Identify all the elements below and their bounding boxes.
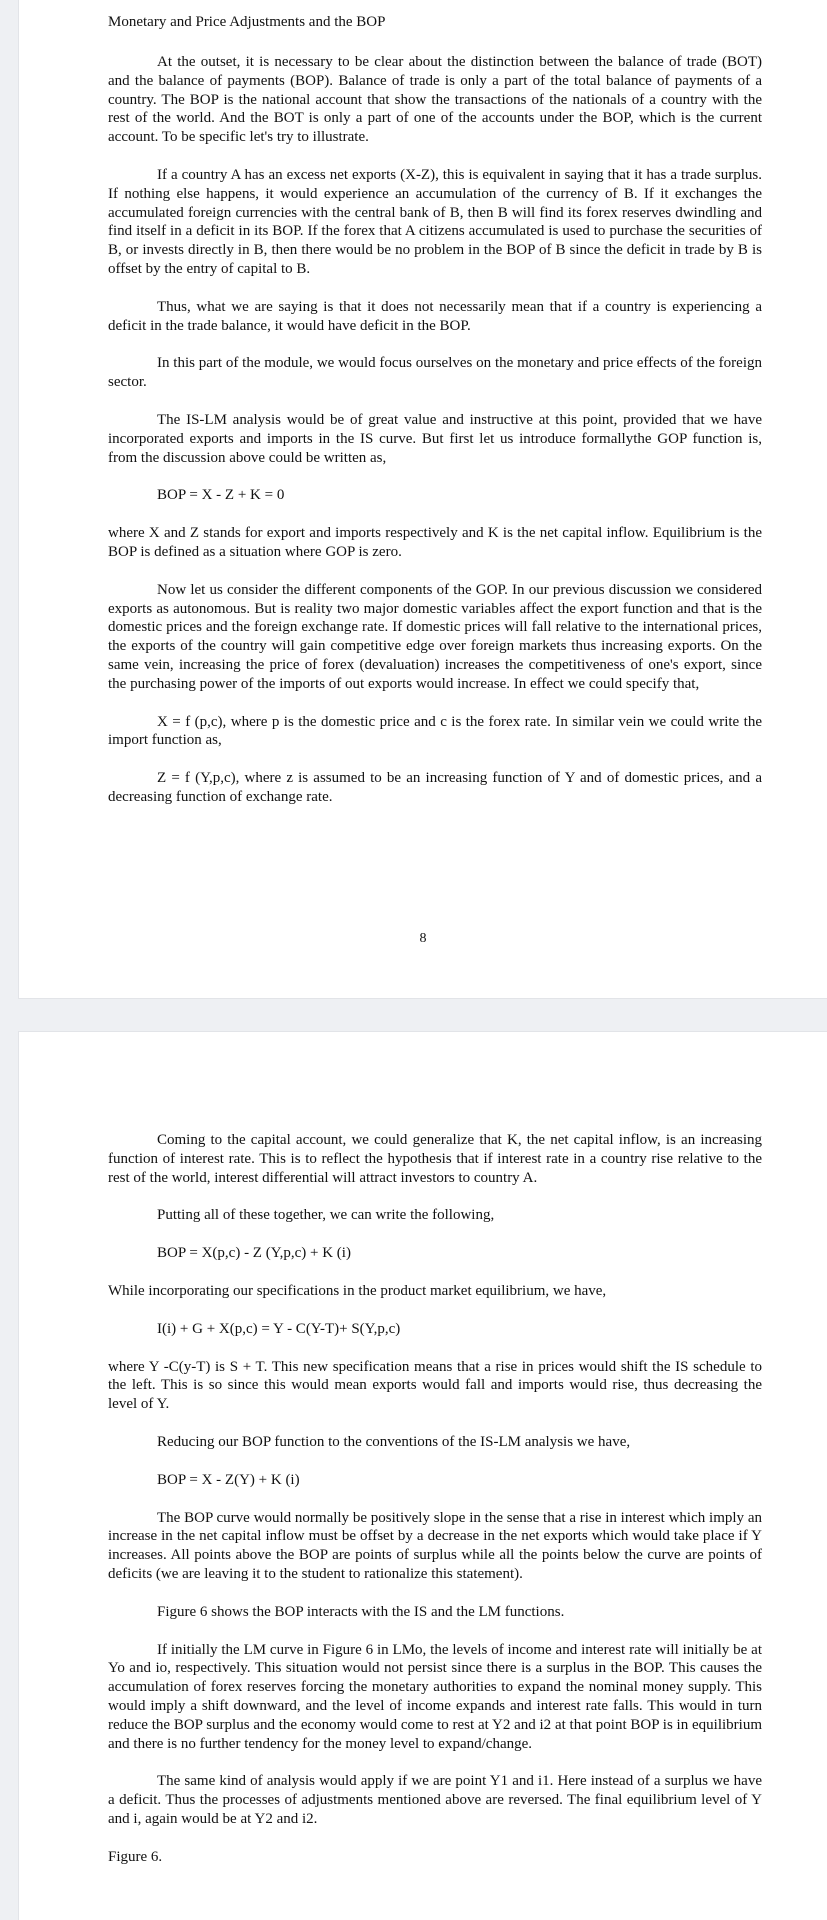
paragraph-reducing-bop: Reducing our BOP function to the conventions of the IS-LM analysis we have, bbox=[157, 1433, 631, 1450]
document-page-2 bbox=[19, 1032, 827, 1920]
document-page-1 bbox=[19, 0, 827, 998]
page2-body bbox=[108, 1131, 762, 1867]
page-number: 8 bbox=[419, 931, 427, 946]
equation-bop-full: BOP = X(p,c) - Z (Y,p,c) + K (i) bbox=[157, 1245, 351, 1262]
section-heading: Monetary and Price Adjustments and the BOP bbox=[108, 14, 386, 30]
paragraph-export-function: X = f (p,c), where p is the domestic price and c is the forex rate. In similar vein we could write the import function as, bbox=[108, 713, 762, 749]
equation-product-market: I(i) + G + X(p,c) = Y - C(Y-T)+ S(Y,p,c) bbox=[157, 1320, 401, 1337]
paragraph-trade-surplus-example: If a country A has an excess net exports (X-Z), this is equivalent in saying that it has a trade surplus. If nothing else happens, it would experience an accumulation of the currency of B. If it exchanges the accumulated foreign currencies with the central bank of B, then B will find its forex reserves dwindling and find itself in a deficit in its BOP. If the forex that A citizens accumulated is used to purchase the securities of B, or invests directly in B, then there would be no problem in the BOP of B since the deficit in trade by B is offset by the entry of capital to B. bbox=[108, 166, 762, 277]
paragraph-figure-6-intro: Figure 6 shows the BOP interacts with the IS and the LM functions. bbox=[157, 1603, 565, 1620]
page1-body bbox=[108, 53, 762, 807]
paragraph-deficit-case: The same kind of analysis would apply if we are point Y1 and i1. Here instead of a surplus we have a deficit. Thus the processes of adjustments mentioned above are reversed. The final equilibrium level of Y and i, again would be at Y2 and i2. bbox=[108, 1773, 762, 1827]
paragraph-import-function: Z = f (Y,p,c), where z is assumed to be an increasing function of Y and of domestic prices, and a decreasing function of exchange rate. bbox=[108, 770, 762, 805]
equation-bop-reduced: BOP = X - Z(Y) + K (i) bbox=[157, 1471, 300, 1488]
paragraph-lm-adjustment: If initially the LM curve in Figure 6 in LMo, the levels of income and interest rate will initially be at Yo and io, respectively. This situation would not persist since there is a surplus in the BOP. This causes the accumulation of forex reserves forcing the monetary authorities to expand the nominal money supply. This would imply a shift downward, and the level of income expands and interest rate falls. This would in turn reduce the BOP surplus and the economy would come to rest at Y2 and i2 at that point BOP is in equilibrium and there is no further tendency for the money level to expand/change. bbox=[108, 1641, 762, 1752]
paragraph-product-market: While incorporating our specifications in the product market equilibrium, we have, bbox=[108, 1282, 607, 1299]
paragraph-module-focus: In this part of the module, we would focus ourselves on the monetary and price effects of the foreign sector. bbox=[108, 355, 762, 391]
paragraph-is-shift: where Y -C(y-T) is S + T. This new specification means that a rise in prices would shift the IS schedule to the left. This is so since this would mean exports would fall and imports would rise, thus decreasing the level of Y. bbox=[108, 1358, 762, 1413]
paragraph-export-components: Now let us consider the different components of the GOP. In our previous discussion we considered exports as autonomous. But is reality two major domestic variables affect the export function and that is the domestic prices and the foreign exchange rate. If domestic prices will fall relative to the international prices, the exports of the country will gain competitive edge over foreign markets thus increasing exports. On the same vein, increasing the price of forex (devaluation) increases the competitiveness of one's export, since the purchasing power of the imports of out exports would increase. In effect we could specify that, bbox=[108, 581, 762, 692]
paragraph-bop-definitions: where X and Z stands for export and imports respectively and K is the net capital inflow. Equilibrium is the BOP is defined as a situation where GOP is zero. bbox=[108, 525, 762, 560]
paragraph-capital-account: Coming to the capital account, we could generalize that K, the net capital inflow, is an increasing function of interest rate. This is to reflect the hypothesis that if interest rate in a country rise relative to the rest of the world, interest differential will attract investors to country A. bbox=[108, 1132, 762, 1186]
paragraph-putting-together: Putting all of these together, we can write the following, bbox=[157, 1207, 495, 1224]
paragraph-is-lm-intro: The IS-LM analysis would be of great value and instructive at this point, provided that we have incorporated exports and imports in the IS curve. But first let us introduce formallythe GOP function is, from the discussion above could be written as, bbox=[108, 411, 762, 466]
figure-caption: Figure 6. bbox=[108, 1848, 163, 1865]
paragraph-bop-curve-slope: The BOP curve would normally be positively slope in the sense that a rise in interest which imply an increase in the net capital inflow must be offset by a decrease in the net exports which would take place if Y increases. All points above the BOP are points of surplus while all the points below the curve are points of deficits (we are leaving it to the student to rationalize this statement). bbox=[108, 1509, 762, 1582]
paragraph-trade-deficit-note: Thus, what we are saying is that it does not necessarily mean that if a country is experiencing a deficit in the trade balance, it would have deficit in the BOP. bbox=[108, 298, 762, 334]
equation-bop-identity: BOP = X - Z + K = 0 bbox=[157, 487, 285, 504]
paragraph-bot-vs-bop: At the outset, it is necessary to be clear about the distinction between the balance of trade (BOT) and the balance of payments (BOP). Balance of trade is only a part of the total balance of payments of a country. The BOP is the national account that show the transactions of the nationals of a country with the rest of the world. And the BOT is only a part of one of the accounts under the BOP, which is the current account. To be specific let's try to illustrate. bbox=[108, 54, 762, 146]
